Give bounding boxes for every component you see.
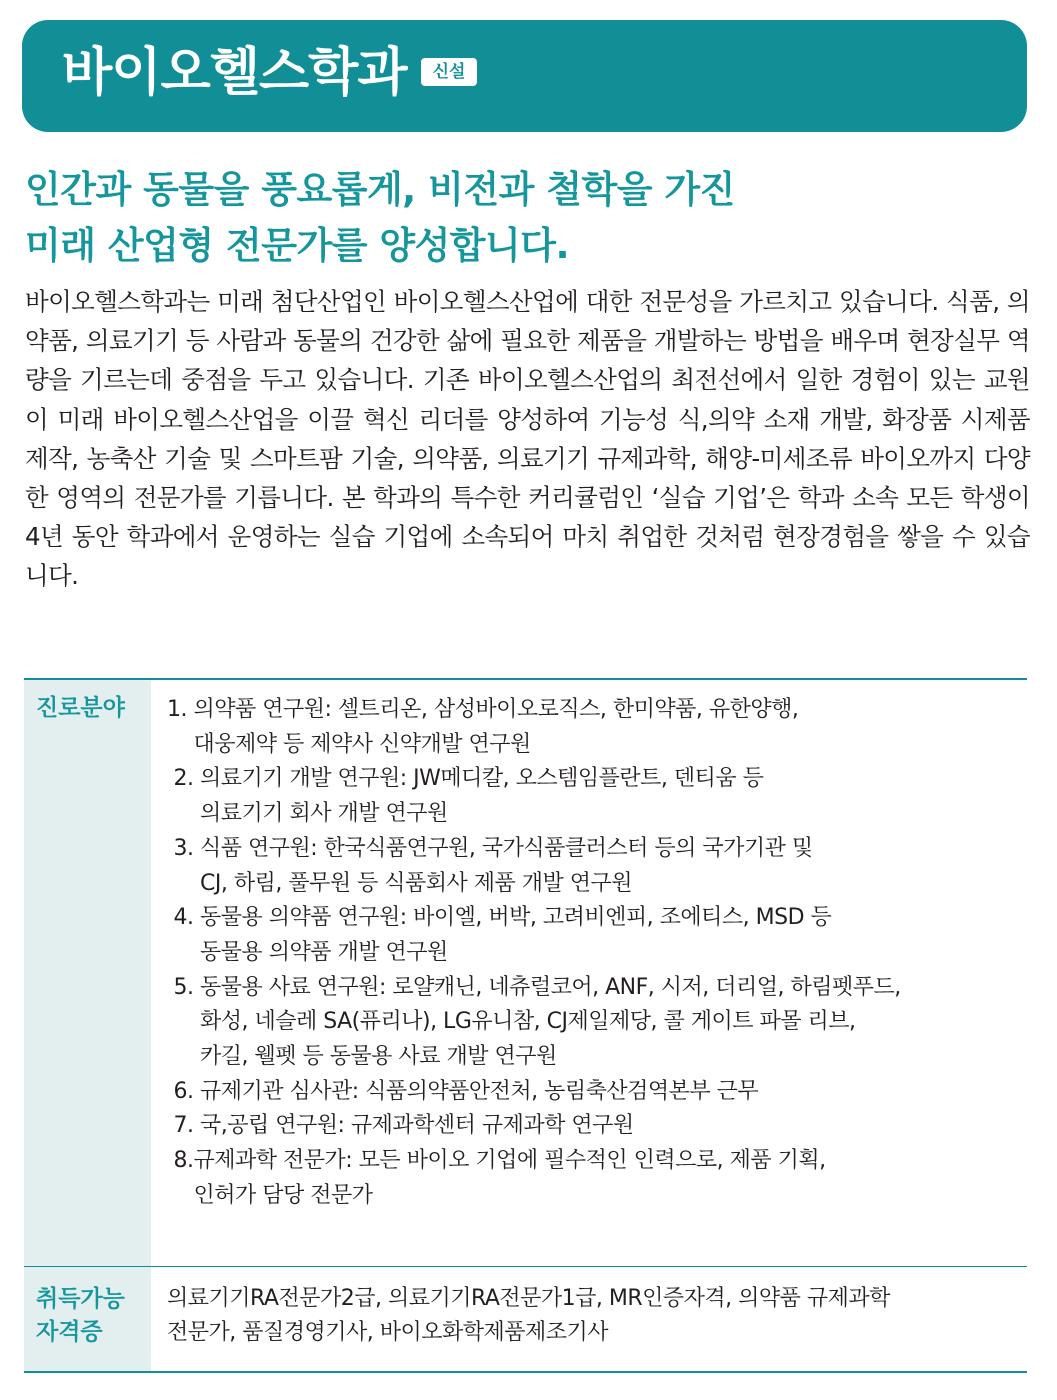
career-item-line: 인허가 담당 전문가 (193, 1182, 373, 1208)
headline-line-1: 인간과 동물을 풍요롭게, 비전과 철학을 가진 (25, 168, 735, 211)
career-item (167, 1109, 1027, 1144)
career-item-line: 화성, 네슬레 SA(퓨리나), LG유니참, CJ제일제당, 콜 게이트 파몰 리브, (199, 1009, 856, 1035)
headline (25, 162, 735, 274)
career-item-line: 동물용 의약품 개발 연구원 (199, 939, 448, 965)
career-item-line: 의약품 연구원: 셀트리온, 삼성바이오로직스, 한미약품, 유한양행, (193, 697, 799, 722)
career-item-number: 3. (167, 835, 200, 861)
certificate-row (24, 1266, 1027, 1371)
career-item (167, 832, 1027, 901)
certificate-label-line: 자격증 (36, 1319, 103, 1345)
career-item (167, 693, 1027, 762)
department-name: 바이오헬스학과 (62, 43, 407, 103)
career-item-line: 식품 연구원: 한국식품연구원, 국가식품클러스터 등의 국가기관 및 (199, 835, 813, 861)
certificate-line: 의료기기RA전문가2급, 의료기기RA전문가1급, MR인증자격, 의약품 규제과학 (167, 1286, 890, 1311)
career-item (167, 1075, 1027, 1110)
career-item-line: 국,공립 연구원: 규제과학센터 규제과학 연구원 (199, 1113, 634, 1139)
info-table (24, 678, 1027, 1373)
department-title (62, 38, 477, 108)
career-row (24, 680, 1027, 1266)
career-item-line: 동물용 사료 연구원: 로얄캐닌, 네츄럴코어, ANF, 시저, 더리얼, 하림펫푸드, (199, 974, 901, 1000)
career-item-line: 규제기관 심사관: 식품의약품안전처, 농림축산검역본부 근무 (199, 1078, 759, 1104)
headline-line-2: 미래 산업형 전문가를 양성합니다. (25, 224, 570, 267)
career-item-number: 2. (167, 766, 200, 792)
career-label: 진로분야 (24, 680, 151, 1266)
career-item-number: 1. (167, 697, 194, 722)
certificate-line: 전문가, 품질경영기사, 바이오화학제품제조기사 (167, 1320, 609, 1345)
career-item-number: 8. (167, 1148, 194, 1174)
career-item-line: 의료기기 회사 개발 연구원 (199, 801, 448, 827)
career-item-line: 카길, 웰펫 등 동물용 사료 개발 연구원 (199, 1044, 557, 1070)
certificate-label (24, 1267, 151, 1371)
career-item-number: 7. (167, 1113, 200, 1139)
career-item (167, 762, 1027, 831)
intro-paragraph: 바이오헬스학과는 미래 첨단산업인 바이오헬스산업에 대한 전문성을 가르치고 있습니다. 식품, 의약품, 의료기기 등 사람과 동물의 건강한 삶에 필요한 제품을 개발하는 방법을 배우며 현장실무 역량을 기르는데 중점을 두고 있습니다. 기존 바이오헬스산업의 최전선에서 일한 경험이 있는 교원이 미래 바이오헬스산업을 이끌 혁신 리더를 양성하여 기능성 식,의약 소재 개발, 화장품 시제품 제작, 농축산 기술 및 스마트팜 기술, 의약품, 의료기기 규제과학, 해양-미세조류 바이오까지 다양한 영역의 전문가를 기릅니다. 본 학과의 특수한 커리큘럼인 ‘실습 기업’은 학과 소속 모든 학생이 4년 동안 학과에서 운영하는 실습 기업에 소속되어 마치 취업한 것처럼 현장경험을 쌓을 수 있습니다. (25, 287, 1030, 591)
career-item (167, 971, 1027, 1075)
certificate-label-line: 취득가능 (36, 1286, 125, 1312)
career-item-number: 4. (167, 905, 200, 931)
career-item (167, 901, 1027, 970)
certificate-list (151, 1267, 1027, 1371)
career-item-line: 규제과학 전문가: 모든 바이오 기업에 필수적인 인력으로, 제품 기획, (193, 1148, 826, 1174)
career-item-line: 의료기기 개발 연구원: JW메디칼, 오스템임플란트, 덴티움 등 (199, 766, 764, 792)
career-item-line: 대웅제약 등 제약사 신약개발 연구원 (193, 731, 531, 757)
career-item-line: 동물용 의약품 연구원: 바이엘, 버박, 고려비엔피, 조에티스, MSD 등 (199, 905, 832, 931)
career-item (167, 1144, 1027, 1213)
career-list (151, 680, 1027, 1266)
career-item-line: CJ, 하림, 풀무원 등 식품회사 제품 개발 연구원 (199, 870, 633, 896)
department-banner (22, 20, 1027, 132)
career-item-number: 6. (167, 1078, 200, 1104)
new-badge: 신설 (421, 58, 478, 86)
career-item-number: 5. (167, 974, 200, 1000)
